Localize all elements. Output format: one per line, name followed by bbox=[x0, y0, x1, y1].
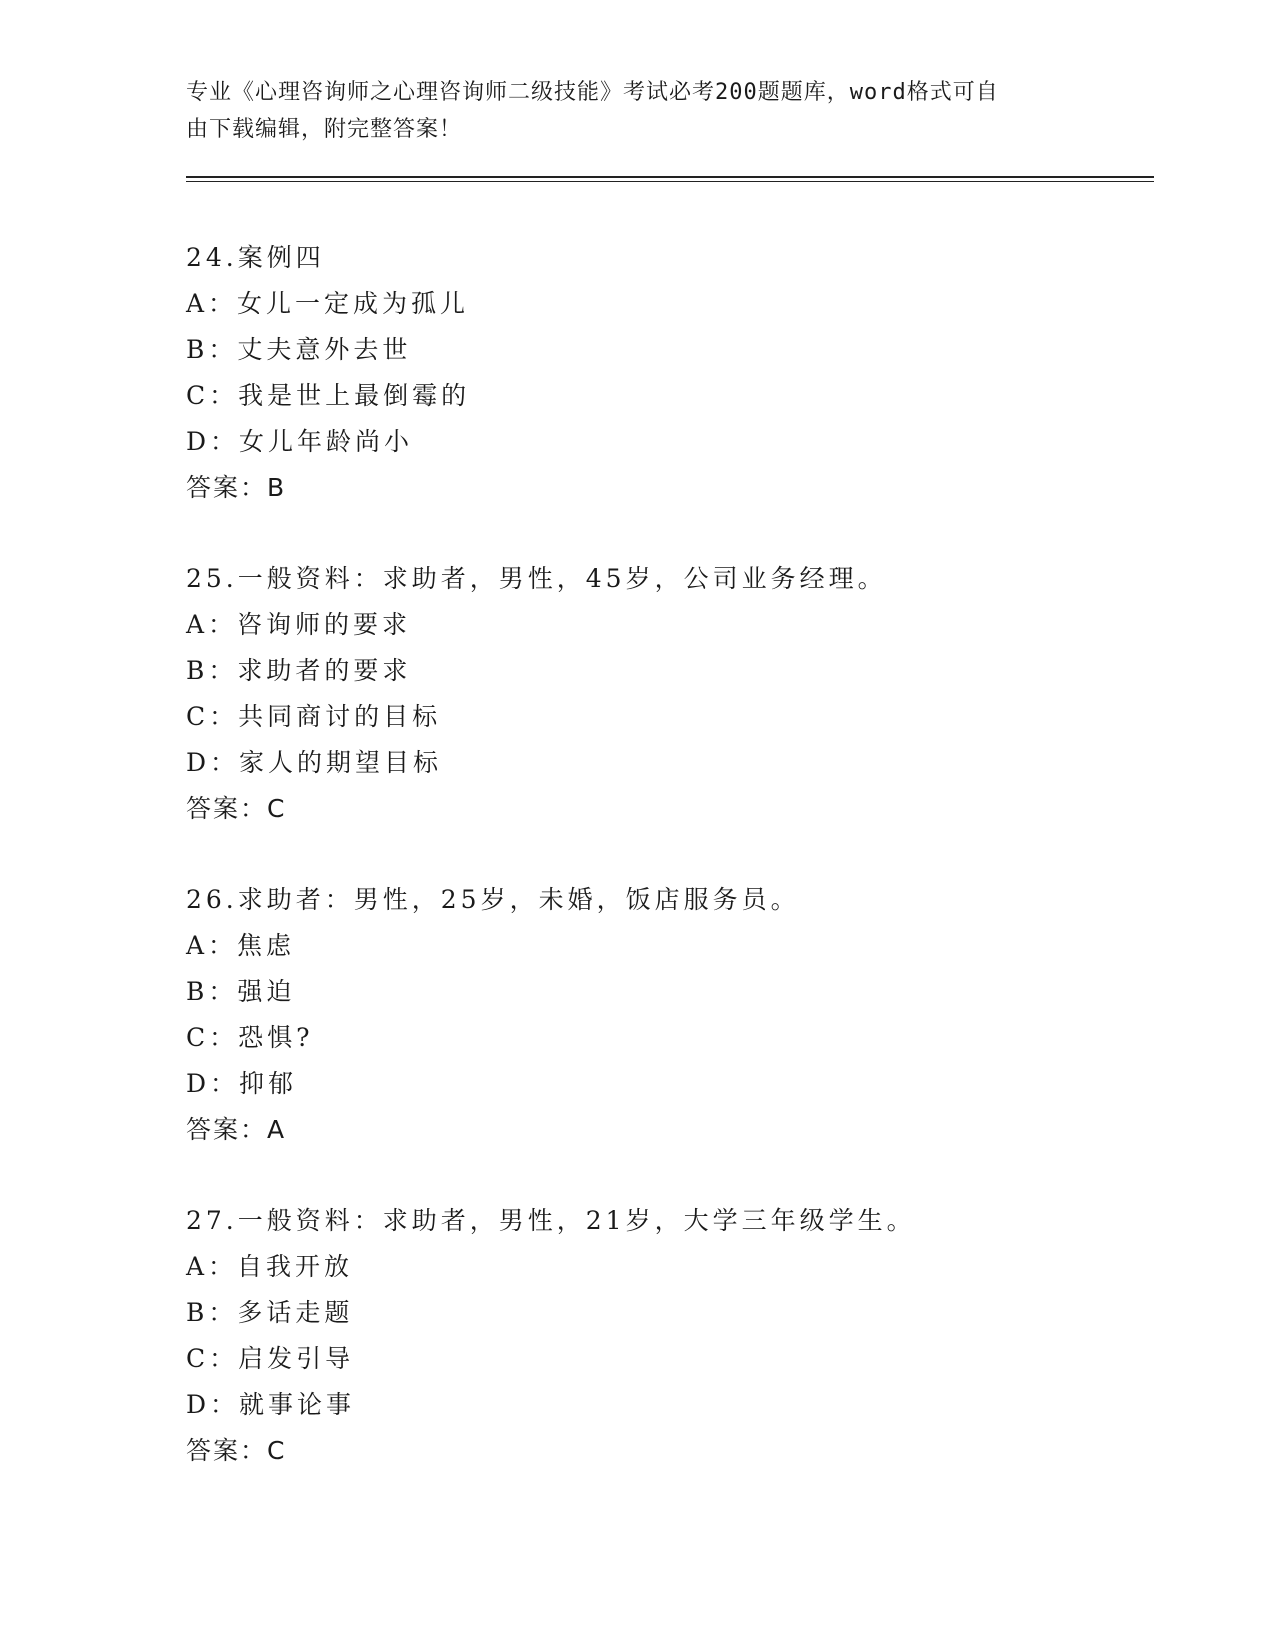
option-d: D：就事论事 bbox=[186, 1390, 356, 1419]
option-c: C：共同商讨的目标 bbox=[186, 702, 442, 731]
question-title: 24.案例四 bbox=[186, 243, 325, 272]
answer-line: 答案：C bbox=[186, 1436, 287, 1465]
option-b: B：多话走题 bbox=[186, 1298, 354, 1327]
option-a: A：咨询师的要求 bbox=[186, 610, 412, 639]
option-b: B：强迫 bbox=[186, 977, 296, 1006]
question-26 bbox=[186, 877, 1146, 1153]
header-line-2: 由下载编辑，附完整答案！ bbox=[186, 117, 463, 142]
question-25 bbox=[186, 556, 1146, 832]
option-c: C：恐惧? bbox=[186, 1023, 314, 1052]
document-header bbox=[186, 74, 1086, 148]
question-title: 27.一般资料：求助者，男性，21岁，大学三年级学生。 bbox=[186, 1206, 916, 1235]
option-d: D：家人的期望目标 bbox=[186, 748, 443, 777]
question-title: 26.求助者：男性，25岁，未婚，饭店服务员。 bbox=[186, 885, 800, 914]
header-line-1: 专业《心理咨询师之心理咨询师二级技能》考试必考200题题库，word格式可自 bbox=[186, 80, 999, 105]
header-divider-thin bbox=[186, 181, 1154, 182]
option-a: A：自我开放 bbox=[186, 1252, 354, 1281]
option-a: A：女儿一定成为孤儿 bbox=[186, 289, 470, 318]
answer-line: 答案：A bbox=[186, 1115, 287, 1144]
option-a: A：焦虑 bbox=[186, 931, 296, 960]
option-d: D：女儿年龄尚小 bbox=[186, 427, 414, 456]
question-title: 25.一般资料：求助者，男性，45岁，公司业务经理。 bbox=[186, 564, 887, 593]
header-divider-thick bbox=[186, 176, 1154, 178]
option-d: D：抑郁 bbox=[186, 1069, 298, 1098]
question-24 bbox=[186, 235, 1146, 511]
option-c: C：启发引导 bbox=[186, 1344, 355, 1373]
answer-line: 答案：C bbox=[186, 794, 287, 823]
option-c: C：我是世上最倒霉的 bbox=[186, 381, 471, 410]
option-b: B：求助者的要求 bbox=[186, 656, 412, 685]
answer-line: 答案：B bbox=[186, 473, 287, 502]
option-b: B：丈夫意外去世 bbox=[186, 335, 412, 364]
question-27 bbox=[186, 1198, 1146, 1474]
